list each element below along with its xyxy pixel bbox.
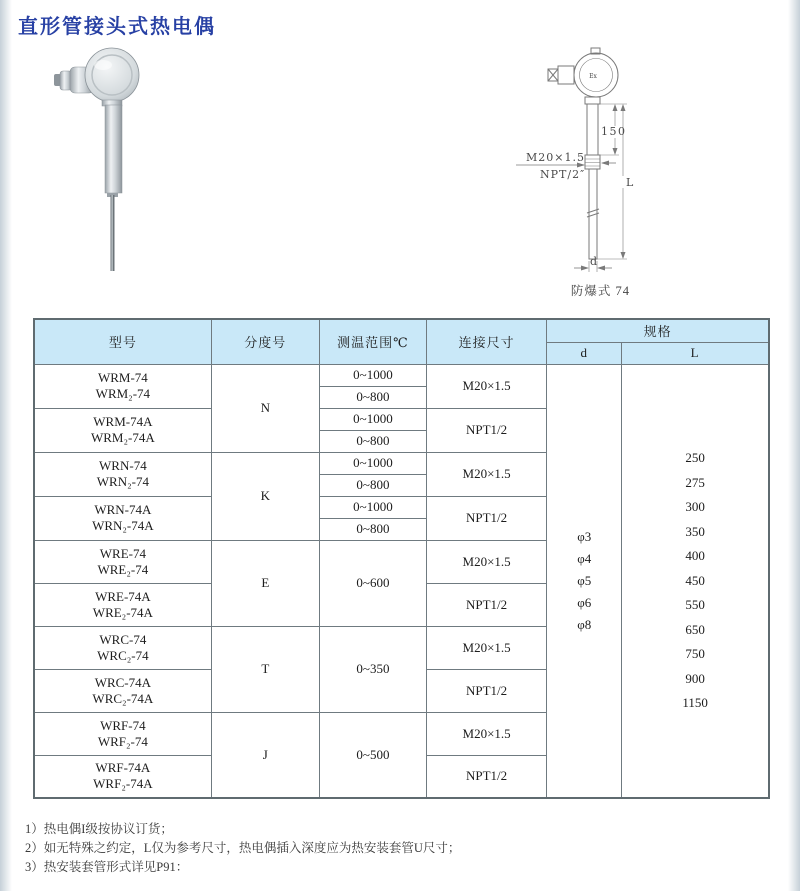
graduation-cell: K xyxy=(211,452,319,540)
model-line: WRE-74 xyxy=(99,545,146,561)
temp-cell: 0~350 xyxy=(319,626,426,712)
model-line: WRF₂-74 xyxy=(97,733,148,749)
l-value: 275 xyxy=(685,474,705,490)
model-line: WRM-74 xyxy=(97,370,148,385)
model-line: WRM₂-74 xyxy=(95,386,151,401)
l-value: 550 xyxy=(685,597,705,612)
l-value: 900 xyxy=(685,670,705,686)
dim-150-label: 150 xyxy=(601,125,627,138)
model-line: WRN₂-74A xyxy=(92,518,154,533)
col-header-connection: 连接尺寸 xyxy=(427,319,547,364)
model-cell xyxy=(34,669,211,712)
footnote-2: 2）如无特殊之约定，L仅为参考尺寸，热电偶插入深度应为热安装套管U尺寸； xyxy=(25,841,461,855)
model-cell xyxy=(34,712,211,755)
thermocouple-drawing xyxy=(498,42,703,282)
model-line: WRN-74 xyxy=(99,458,147,473)
graduation-cell: N xyxy=(211,364,319,452)
connection-cell: M20×1.5 xyxy=(427,540,547,583)
l-values-cell xyxy=(622,364,769,798)
l-value: 250 xyxy=(685,450,705,465)
model-cell xyxy=(34,540,211,583)
technical-drawing xyxy=(498,42,703,287)
footnotes xyxy=(25,820,460,877)
model-line: WRN-74A xyxy=(94,502,152,517)
l-value: 750 xyxy=(685,646,705,661)
col-header-d: d xyxy=(547,342,622,364)
temp-cell: 0~1000 xyxy=(319,496,426,518)
temp-cell: 0~800 xyxy=(319,386,426,408)
l-value: 300 xyxy=(685,499,705,514)
page-title: 直形管接头式热电偶 xyxy=(18,16,216,38)
col-header-temp-range: 测温范围℃ xyxy=(319,319,426,364)
model-line: WRM₂-74A xyxy=(90,430,155,445)
model-cell xyxy=(34,583,211,626)
l-value: 650 xyxy=(685,621,705,637)
connection-cell: M20×1.5 xyxy=(427,712,547,755)
d-value: φ6 xyxy=(577,594,592,610)
d-value: φ3 xyxy=(577,528,592,544)
temp-cell: 0~1000 xyxy=(319,452,426,474)
model-cell xyxy=(34,364,211,408)
spec-table xyxy=(33,318,770,799)
temp-cell: 0~1000 xyxy=(319,408,426,430)
col-header-spec: 规格 xyxy=(547,319,769,342)
connection-cell: NPT1/2 xyxy=(427,583,547,626)
d-values-cell xyxy=(547,364,622,798)
temp-cell: 0~1000 xyxy=(319,364,426,386)
model-line: WRF-74 xyxy=(100,717,146,733)
model-line: WRC-74A xyxy=(94,674,152,690)
thread-npt-label: NPT/2″ xyxy=(540,168,586,181)
temp-cell: 0~800 xyxy=(319,474,426,496)
d-value: φ5 xyxy=(577,572,592,588)
col-header-graduation: 分度号 xyxy=(211,319,319,364)
model-cell xyxy=(34,626,211,669)
d-value: φ4 xyxy=(577,550,592,566)
footnote-1: 1）热电偶I级按协议订货； xyxy=(25,822,173,836)
d-value: φ8 xyxy=(577,616,592,632)
connection-cell: NPT1/2 xyxy=(427,669,547,712)
l-value: 350 xyxy=(685,523,705,539)
connection-cell: NPT1/2 xyxy=(427,496,547,540)
graduation-cell: E xyxy=(211,540,319,626)
product-photo xyxy=(40,45,210,285)
temp-cell: 0~800 xyxy=(319,430,426,452)
col-header-model: 型号 xyxy=(34,319,211,364)
temp-cell: 0~600 xyxy=(319,540,426,626)
connection-cell: M20×1.5 xyxy=(427,364,547,408)
d-values-stack xyxy=(547,526,621,636)
model-line: WRN₂-74 xyxy=(96,474,149,489)
connection-cell: M20×1.5 xyxy=(427,626,547,669)
thermocouple-photo-illustration xyxy=(40,45,210,280)
graduation-cell: J xyxy=(211,712,319,798)
page-edge-gradient-right xyxy=(788,0,800,891)
model-line: WRE₂-74A xyxy=(92,604,153,620)
model-line: WRE₂-74 xyxy=(97,561,149,577)
dim-d-label: d xyxy=(590,255,598,268)
model-line: WRE-74A xyxy=(95,588,151,604)
model-line: WRC₂-74A xyxy=(92,690,154,706)
page-edge-gradient-left xyxy=(0,0,12,891)
connection-cell: NPT1/2 xyxy=(427,408,547,452)
head-mark-label: Ex xyxy=(589,73,597,80)
temp-cell: 0~500 xyxy=(319,712,426,798)
thread-m20-label: M20×1.5 xyxy=(526,151,585,164)
model-cell xyxy=(34,408,211,452)
model-cell xyxy=(34,496,211,540)
model-line: WRC-74 xyxy=(99,631,147,647)
l-value: 1150 xyxy=(682,695,708,710)
model-cell xyxy=(34,755,211,798)
l-value: 450 xyxy=(685,572,705,588)
l-values-stack xyxy=(622,446,768,716)
model-cell xyxy=(34,452,211,496)
temp-cell: 0~800 xyxy=(319,518,426,540)
l-value: 400 xyxy=(685,548,705,563)
connection-cell: M20×1.5 xyxy=(427,452,547,496)
connection-cell: NPT1/2 xyxy=(427,755,547,798)
model-line: WRC₂-74 xyxy=(97,647,149,663)
dim-L-label: L xyxy=(626,176,634,189)
footnote-3: 3）热安装套管形式详见P91： xyxy=(25,860,189,874)
model-line: WRM-74A xyxy=(93,414,153,429)
drawing-caption: 防爆式 74 xyxy=(570,284,631,298)
col-header-l: L xyxy=(622,342,769,364)
model-line: WRF₂-74A xyxy=(93,776,153,792)
graduation-cell: T xyxy=(211,626,319,712)
model-line: WRF-74A xyxy=(95,760,151,776)
